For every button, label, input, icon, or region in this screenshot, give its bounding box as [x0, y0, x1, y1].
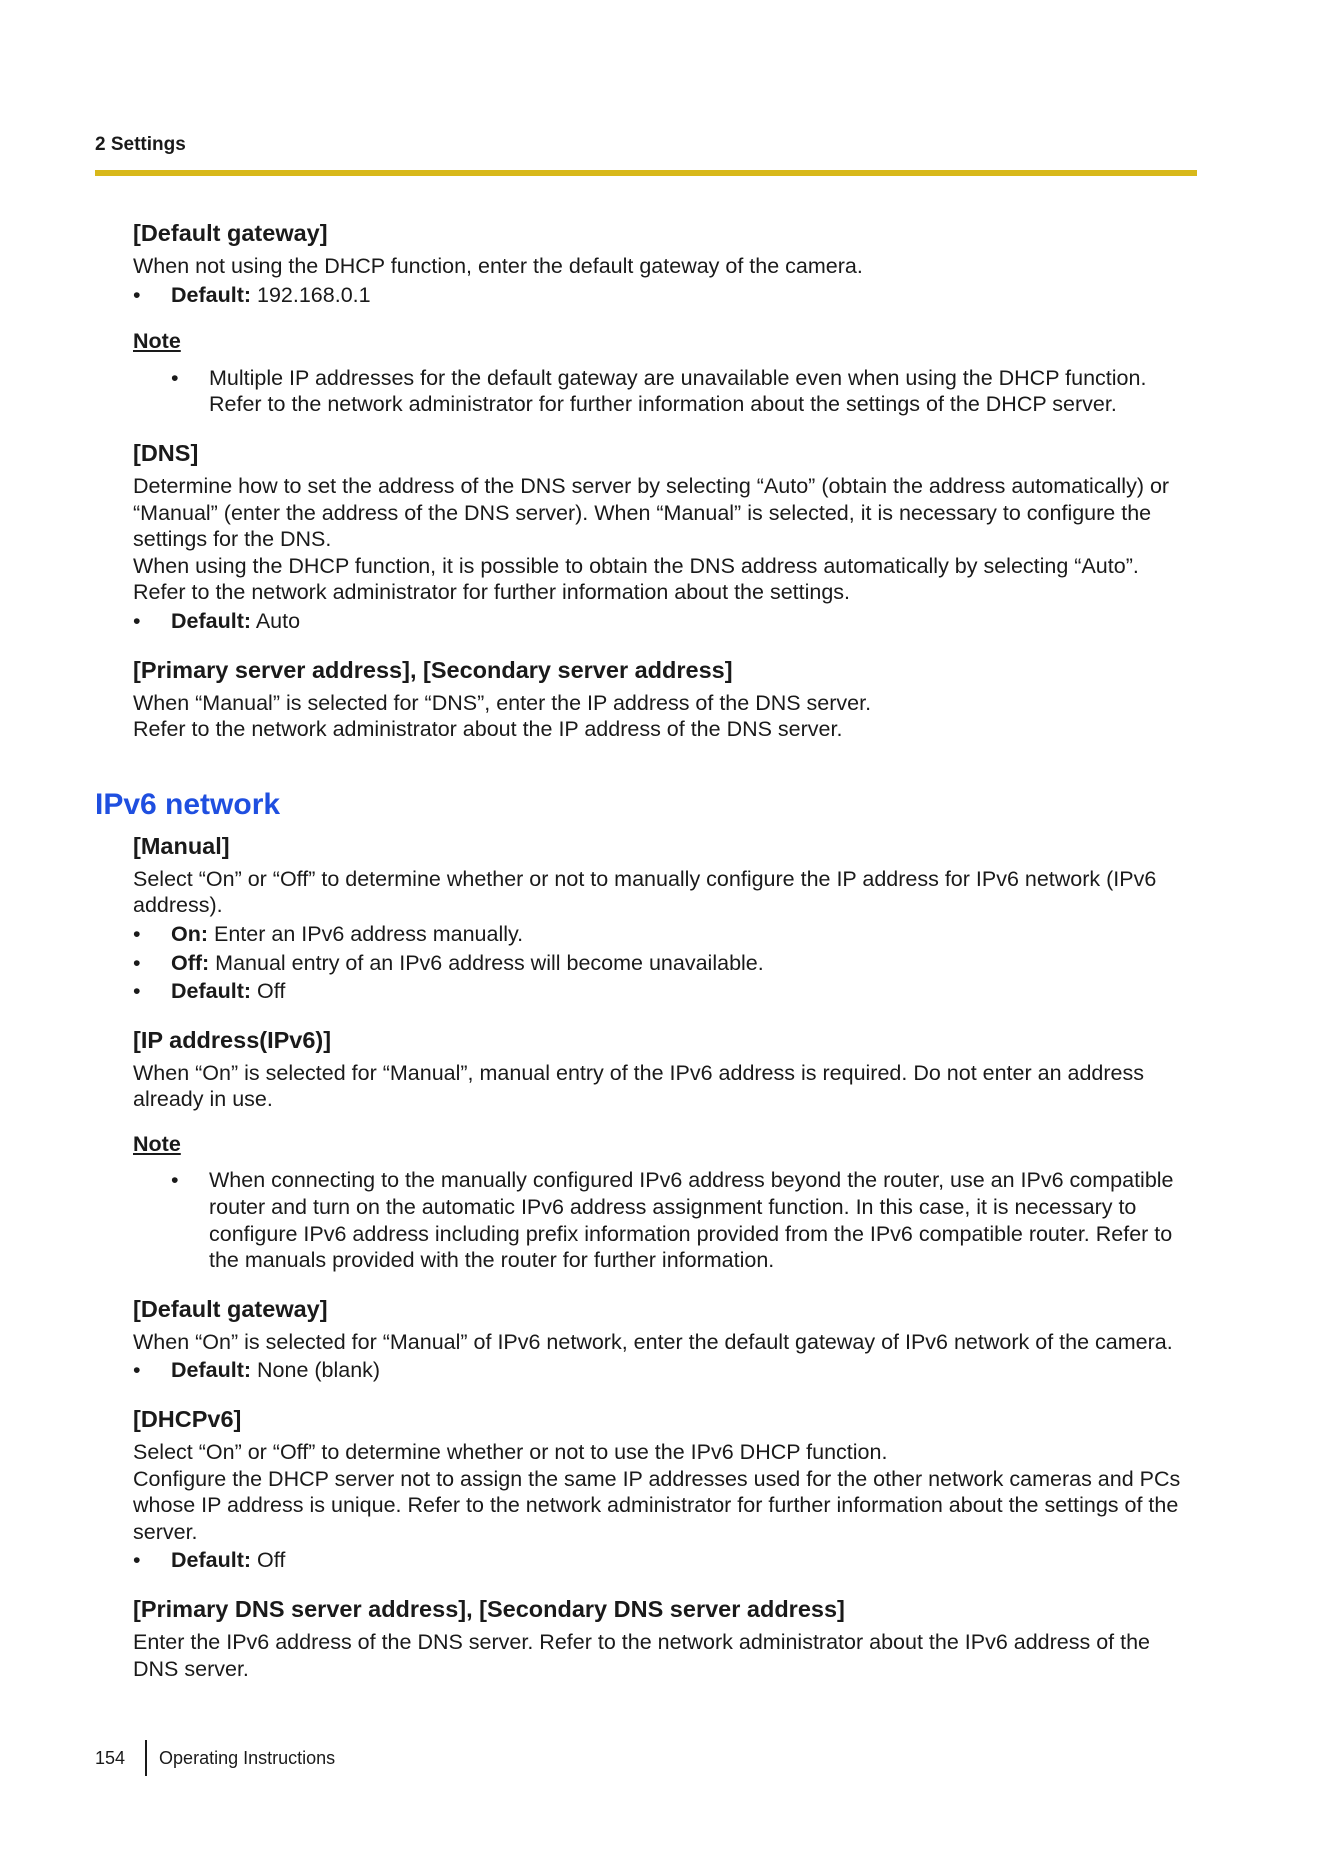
list-item — [133, 608, 1201, 635]
paragraph: Enter the IPv6 address of the DNS server. Refer to the network administrator about the IPv6 address of the DNS server. — [133, 1630, 1150, 1681]
note-title: Note — [133, 329, 181, 354]
footer-divider — [145, 1740, 147, 1776]
paragraph: Refer to the network administrator for further information about the settings. — [133, 580, 851, 605]
list-item — [171, 1167, 1201, 1273]
paragraph: Configure the DHCP server not to assign the same IP addresses used for the other network cameras and PCs whose IP address is unique. Refer to the network administrator for further information about the settings of the server. — [133, 1466, 1181, 1544]
bullet-icon: • — [133, 608, 141, 633]
list-item-value: Enter an IPv6 address manually. — [208, 921, 524, 946]
bullet-icon: • — [133, 950, 141, 975]
list-item — [133, 282, 1201, 309]
list-item-label: Default: — [171, 1358, 252, 1383]
paragraph: When “On” is selected for “Manual” of IPv6 network, enter the default gateway of IPv6 network of the camera. — [133, 1329, 1173, 1354]
bullet-icon: • — [171, 365, 179, 390]
note-list — [171, 1167, 1201, 1273]
heading-dns-servers-ipv6: [Primary DNS server address], [Secondary DNS server address] — [133, 1596, 845, 1622]
list-item — [133, 950, 1201, 977]
heading-dns-servers: [Primary server address], [Secondary server address] — [133, 656, 733, 683]
chapter-title: 2 Settings — [95, 134, 186, 155]
header-divider — [95, 170, 1197, 176]
list-item-value: 192.168.0.1 — [251, 282, 371, 307]
bullet-list — [133, 1547, 1201, 1574]
page-footer — [95, 1740, 335, 1776]
bullet-icon: • — [133, 282, 141, 307]
heading-dhcpv6: [DHCPv6] — [133, 1406, 242, 1433]
paragraph: Select “On” or “Off” to determine whether or not to manually configure the IP address for IPv6 network (IPv6 address). — [133, 866, 1157, 918]
list-item-label: Default: — [171, 282, 252, 307]
note-list — [171, 365, 1201, 418]
list-item — [171, 365, 1201, 418]
paragraph: Determine how to set the address of the DNS server by selecting “Auto” (obtain the address automatically) or “Manual” (enter the address of the DNS server). When “Manual” is selected, it is necessary to configure the settings for the DNS. — [133, 473, 1170, 552]
list-item — [133, 921, 1201, 948]
heading-default-gateway-ipv6: [Default gateway] — [133, 1295, 328, 1322]
note-title: Note — [133, 1131, 181, 1156]
paragraph: When “Manual” is selected for “DNS”, enter the IP address of the DNS server. — [133, 690, 872, 715]
bullet-list — [133, 1357, 1201, 1384]
paragraph: When not using the DHCP function, enter the default gateway of the camera. — [133, 254, 863, 278]
list-item — [133, 1547, 1201, 1574]
list-item-label: Default: — [171, 608, 252, 633]
paragraph: When “On” is selected for “Manual”, manual entry of the IPv6 address is required. Do not enter an address already in use. — [133, 1060, 1144, 1112]
list-item — [133, 1357, 1201, 1384]
bullet-list — [133, 282, 1201, 309]
list-item-value: None (blank) — [251, 1358, 381, 1383]
bullet-list — [133, 921, 1201, 1005]
bullet-icon: • — [171, 1168, 179, 1193]
list-item-value: Manual entry of an IPv6 address will become unavailable. — [209, 950, 764, 975]
bullet-icon: • — [133, 921, 141, 946]
content-body — [95, 218, 1201, 1682]
heading-default-gateway: [Default gateway] — [133, 220, 328, 246]
note-text: Multiple IP addresses for the default gateway are unavailable even when using the DHCP function. Refer to the network administrator for further information about the settings of the DHCP server. — [209, 365, 1147, 417]
list-item-label: Off: — [171, 950, 210, 975]
list-item-value: Auto — [251, 608, 301, 633]
list-item-label: On: — [171, 921, 209, 946]
paragraph: When using the DHCP function, it is possible to obtain the DNS address automatically by selecting “Auto”. — [133, 553, 1139, 578]
bullet-list — [133, 608, 1201, 635]
heading-manual: [Manual] — [133, 832, 230, 859]
bullet-icon: • — [133, 1548, 141, 1573]
list-item-label: Default: — [171, 979, 252, 1004]
bullet-icon: • — [133, 979, 141, 1004]
paragraph: Select “On” or “Off” to determine whether or not to use the IPv6 DHCP function. — [133, 1440, 888, 1465]
list-item-value: Off — [251, 979, 286, 1004]
page-number: 154 — [95, 1747, 126, 1768]
bullet-icon: • — [133, 1358, 141, 1383]
list-item — [133, 978, 1201, 1005]
heading-ip-address-ipv6: [IP address(IPv6)] — [133, 1026, 332, 1053]
list-item-value: Off — [251, 1548, 286, 1573]
paragraph: Refer to the network administrator about the IP address of the DNS server. — [133, 717, 843, 742]
list-item-label: Default: — [171, 1548, 252, 1573]
section-title-ipv6: IPv6 network — [95, 787, 281, 821]
note-text: When connecting to the manually configured IPv6 address beyond the router, use an IPv6 compatible router and turn on the automatic IPv6 address assignment function. In this case, it is necessary to configure IPv6 address including prefix information provided from the IPv6 compatible router. Refer to the manuals provided with the router for further information. — [209, 1168, 1174, 1273]
document-title: Operating Instructions — [159, 1747, 336, 1768]
heading-dns: [DNS] — [133, 439, 199, 466]
